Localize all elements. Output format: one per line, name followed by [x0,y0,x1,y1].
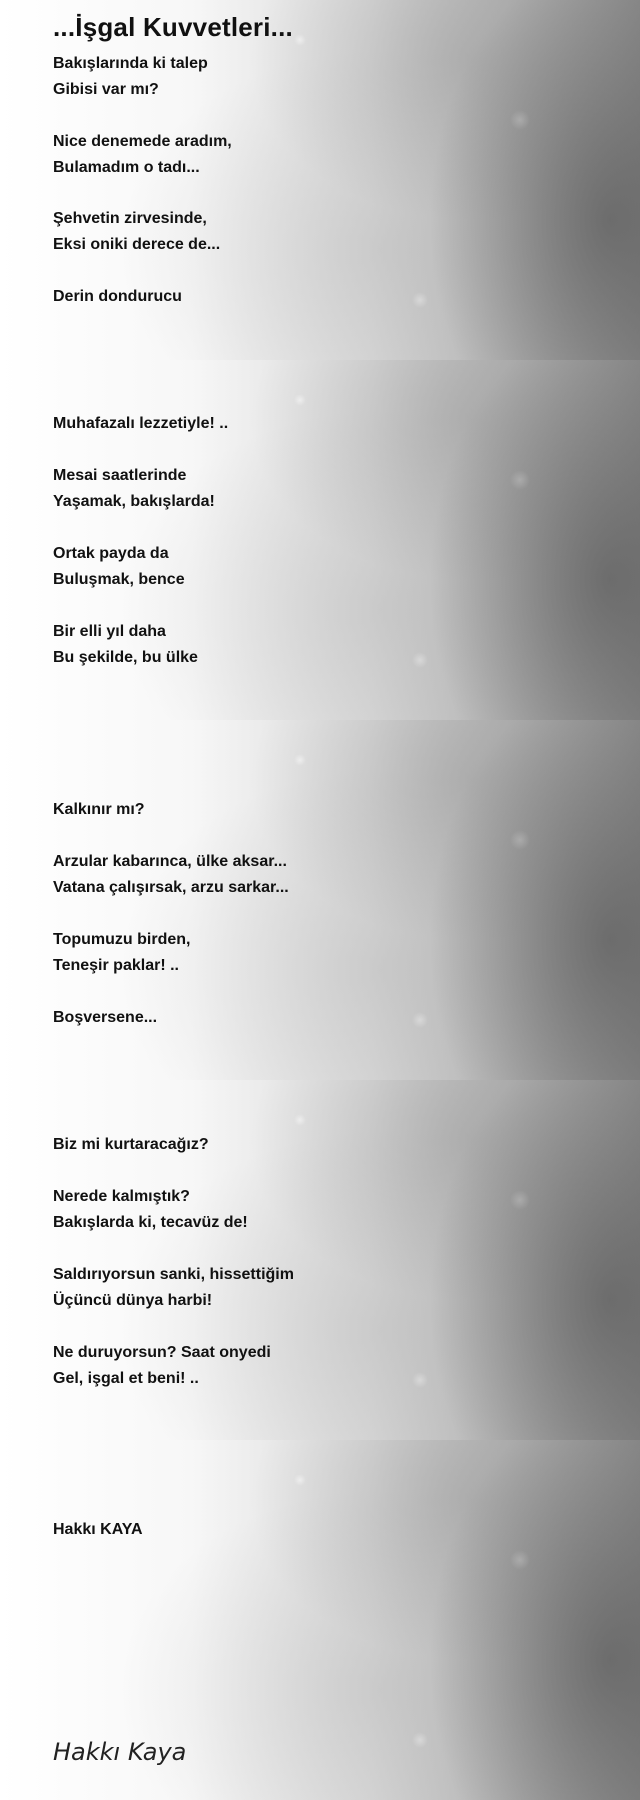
author-line: Hakkı KAYA [53,1521,143,1538]
author-signature: Hakkı Kaya [53,1738,187,1766]
stanza [53,1132,209,1158]
poem-line: Bu şekilde, bu ülke [53,649,198,666]
stanza [53,1262,294,1314]
poem-line: Bakışlarında ki talep [53,55,208,72]
poem-line: Vatana çalışırsak, arzu sarkar... [53,879,289,896]
poem-line: Teneşir paklar! .. [53,957,179,974]
stanza [53,797,145,823]
poem-line: Üçüncü dünya harbi! [53,1292,213,1309]
poem-line: Boşversene... [53,1009,158,1026]
stanza [53,927,190,979]
stanza [53,1517,143,1543]
poem-line: Bulamadım o tadı... [53,159,200,176]
poem-line: Mesai saatlerinde [53,467,187,484]
stanza [53,541,185,593]
poem-line: Nice denemede aradım, [53,133,232,150]
poem-panel-2 [0,360,640,720]
poem-line: Ne duruyorsun? Saat onyedi [53,1344,271,1361]
stanza [53,206,220,258]
poem-line: Saldırıyorsun sanki, hissettiğim [53,1266,294,1283]
poem-panel-1 [0,0,640,360]
poem-line: Nerede kalmıştık? [53,1188,190,1205]
stanza [53,284,182,310]
poem-line: Derin dondurucu [53,288,182,305]
stanza [53,849,289,901]
stanza [53,51,208,103]
poem-line: Arzular kabarınca, ülke aksar... [53,853,287,870]
stanza [53,129,232,181]
stanza [53,1184,248,1236]
poem-line: Eksi oniki derece de... [53,236,221,253]
poem-line: Şehvetin zirvesinde, [53,210,207,227]
poem-line: Ortak payda da [53,545,169,562]
poem-line: Biz mi kurtaracağız? [53,1136,209,1153]
poem-line: Yaşamak, bakışlarda! [53,493,215,510]
poem-line: Kalkınır mı? [53,801,145,818]
poem-line: Bir elli yıl daha [53,623,166,640]
poem-line: Topumuzu birden, [53,931,191,948]
poem-panel-4 [0,1080,640,1440]
poem-panel-5 [0,1440,640,1800]
poem-line: Muhafazalı lezzetiyle! .. [53,415,229,432]
poem-panel-3 [0,720,640,1080]
poem-title: ...İşgal Kuvvetleri... [53,12,293,42]
poem-line: Gel, işgal et beni! .. [53,1370,199,1387]
stanza [53,1005,157,1031]
poem-line: Bakışlarda ki, tecavüz de! [53,1214,248,1231]
poem-line: Buluşmak, bence [53,571,185,588]
stanza [53,1340,271,1392]
poem-line: Gibisi var mı? [53,81,159,98]
stanza [53,463,215,515]
stanza [53,619,198,671]
stanza [53,411,228,437]
